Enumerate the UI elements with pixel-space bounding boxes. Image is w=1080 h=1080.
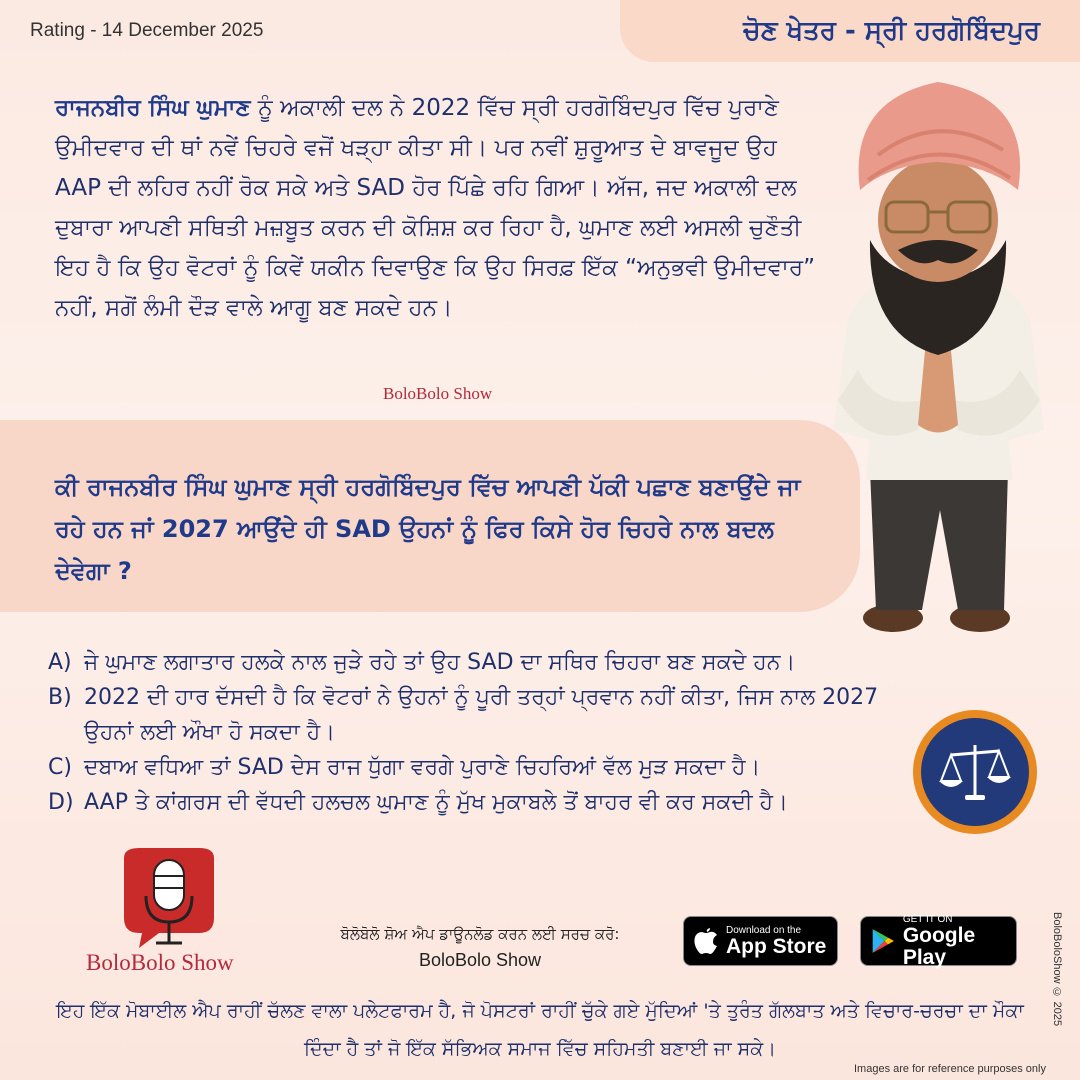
intro-paragraph (55, 88, 815, 328)
option-letter: A) (48, 650, 72, 675)
option-letter: D) (48, 790, 74, 815)
option-c[interactable] (48, 750, 928, 785)
option-text: ਜੇ ਘੁਮਾਣ ਲਗਾਤਾਰ ਹਲਕੇ ਨਾਲ ਜੁੜੇ ਰਹੇ ਤਾਂ ਉਹ SAD ਦਾ ਸਥਿਰ ਚਿਹਰਾ ਬਣ ਸਕਦੇ ਹਨ। (84, 650, 796, 675)
option-b[interactable] (48, 680, 928, 750)
app-store-button[interactable] (683, 916, 838, 966)
google-play-icon (871, 926, 895, 956)
googleplay-big-label: Google Play (902, 923, 976, 969)
candidate-name: ਰਾਜਨਬੀਰ ਸਿੰਘ ਘੁਮਾਣ (55, 95, 251, 121)
constituency-title (620, 0, 1080, 62)
appstore-small-label: Download on the (726, 924, 802, 936)
rating-date: Rating - 14 December 2025 (30, 20, 264, 41)
option-d[interactable] (48, 785, 928, 820)
intro-text: ਨੂੰ ਅਕਾਲੀ ਦਲ ਨੇ 2022 ਵਿੱਚ ਸ੍ਰੀ ਹਰਗੋਬਿੰਦਪੁਰ ਵਿੱਚ ਪੁਰਾਣੇ ਉਮੀਦਵਾਰ ਦੀ ਥਾਂ ਨਵੇਂ ਚਿਹਰੇ ਵਜੋਂ ਖੜ੍ਹਾ ਕੀਤਾ ਸੀ। ਪਰ ਨਵੀਂ ਸ਼ੁਰੂਆਤ ਦੇ ਬਾਵਜੂਦ ਉਹ AAP ਦੀ ਲਹਿਰ ਨਹੀਂ ਰੋਕ ਸਕੇ ਅਤੇ SAD ਹੋਰ ਪਿੱਛੇ ਰਹਿ ਗਿਆ। ਅੱਜ, ਜਦ ਅਕਾਲੀ ਦਲ ਦੁਬਾਰਾ ਆਪਣੀ ਸਥਿਤੀ ਮਜ਼ਬੂਤ ਕਰਨ ਦੀ ਕੋਸ਼ਿਸ਼ ਕਰ ਰਿਹਾ ਹੈ, ਘੁਮਾਣ ਲਈ ਅਸਲੀ ਚੁਣੌਤੀ ਇਹ ਹੈ ਕਿ ਉਹ ਵੋਟਰਾਂ ਨੂੰ ਕਿਵੇਂ ਯਕੀਨ ਦਿਵਾਉਣ ਕਿ ਉਹ ਸਿਰਫ਼ ਇੱਕ “ਅਨੁਭਵੀ ਉਮੀਦਵਾਰ” ਨਹੀਂ, ਸਗੋਂ ਲੰਮੀ ਦੌੜ ਵਾਲੇ ਆਗੂ ਬਣ ਸਕਦੇ ਹਨ। (55, 95, 815, 321)
apple-icon (694, 927, 718, 955)
google-play-button[interactable] (860, 913, 1017, 969)
option-text: ਦਬਾਅ ਵਧਿਆ ਤਾਂ SAD ਦੇਸ ਰਾਜ ਧੁੱਗਾ ਵਰਗੇ ਪੁਰਾਣੇ ਚਿਹਰਿਆਂ ਵੱਲ ਮੁੜ ਸਕਦਾ ਹੈ। (84, 755, 761, 780)
googleplay-small-label: GET IT ON (902, 913, 953, 925)
balance-scale-icon (913, 710, 1037, 834)
watermark: BoloBolo Show (383, 384, 493, 403)
appstore-big-label: App Store (726, 934, 827, 958)
footer-description: ਇਹ ਇੱਕ ਮੋਬਾਈਲ ਐਪ ਰਾਹੀਂ ਚੱਲਣ ਵਾਲਾ ਪਲੇਟਫਾਰਮ ਹੈ, ਜੋ ਪੋਸਟਰਾਂ ਰਾਹੀਂ ਚੁੱਕੇ ਗਏ ਮੁੱਦਿਆਂ 'ਤੇ ਤੁਰੰਤ ਗੱਲਬਾਤ ਅਤੇ ਵਿਚਾਰ-ਚਰਚਾ ਦਾ ਮੌਕਾ ਦਿੰਦਾ ਹੈ ਤਾਂ ਜੋ ਇੱਕ ਸੱਭਿਅਕ ਸਮਾਜ ਵਿੱਚ ਸਹਿਮਤੀ ਬਣਾਈ ਜਾ ਸਕੇ। (56, 1000, 1024, 1060)
option-text: AAP ਤੇ ਕਾਂਗਰਸ ਦੀ ਵੱਧਦੀ ਹਲਚਲ ਘੁਮਾਣ ਨੂੰ ਮੁੱਖ ਮੁਕਾਬਲੇ ਤੋਂ ਬਾਹਰ ਵੀ ਕਰ ਸਕਦੀ ਹੈ। (84, 790, 788, 815)
candidate-illustration (808, 70, 1070, 640)
option-a[interactable] (48, 645, 928, 680)
reference-note: Images are for reference purposes only (854, 1063, 1046, 1075)
copyright-side-text: BoloBoloShow © 2025 (1051, 912, 1063, 1027)
option-letter: C) (48, 755, 72, 780)
app-name: BoloBolo Show (418, 950, 542, 970)
download-prompt: ਬੋਲੋਬੋਲੋ ਸ਼ੋਅ ਐਪ ਡਾਊਨਲੋਡ ਕਰਨ ਲਈ ਸਰਚ ਕਰੋ: (340, 925, 620, 943)
option-letter: B) (48, 685, 72, 710)
constituency-label: ਚੋਣ ਖੇਤਰ - ਸ੍ਰੀ ਹਰਗੋਬਿੰਦਪੁਰ (743, 15, 1040, 46)
answer-options (48, 645, 928, 820)
option-text: 2022 ਦੀ ਹਾਰ ਦੱਸਦੀ ਹੈ ਕਿ ਵੋਟਰਾਂ ਨੇ ਉਹਨਾਂ ਨੂੰ ਪੂਰੀ ਤਰ੍ਹਾਂ ਪ੍ਰਵਾਨ ਨਹੀਂ ਕੀਤਾ, ਜਿਸ ਨਾਲ 2027 ਉਹਨਾਂ ਲਈ ਔਖਾ ਹੋ ਸਕਦਾ ਹੈ। (84, 685, 879, 745)
brand-logo-text: BoloBolo Show (86, 950, 234, 975)
question-text: ਕੀ ਰਾਜਨਬੀਰ ਸਿੰਘ ਘੁਮਾਣ ਸ੍ਰੀ ਹਰਗੋਬਿੰਦਪੁਰ ਵਿੱਚ ਆਪਣੀ ਪੱਕੀ ਪਛਾਣ ਬਣਾਉਂਦੇ ਜਾ ਰਹੇ ਹਨ ਜਾਂ 2027 ਆਉਂਦੇ ਹੀ SAD ਉਹਨਾਂ ਨੂੰ ਫਿਰ ਕਿਸੇ ਹੋਰ ਚਿਹਰੇ ਨਾਲ ਬਦਲ ਦੇਵੇਗਾ ? (55, 473, 801, 585)
